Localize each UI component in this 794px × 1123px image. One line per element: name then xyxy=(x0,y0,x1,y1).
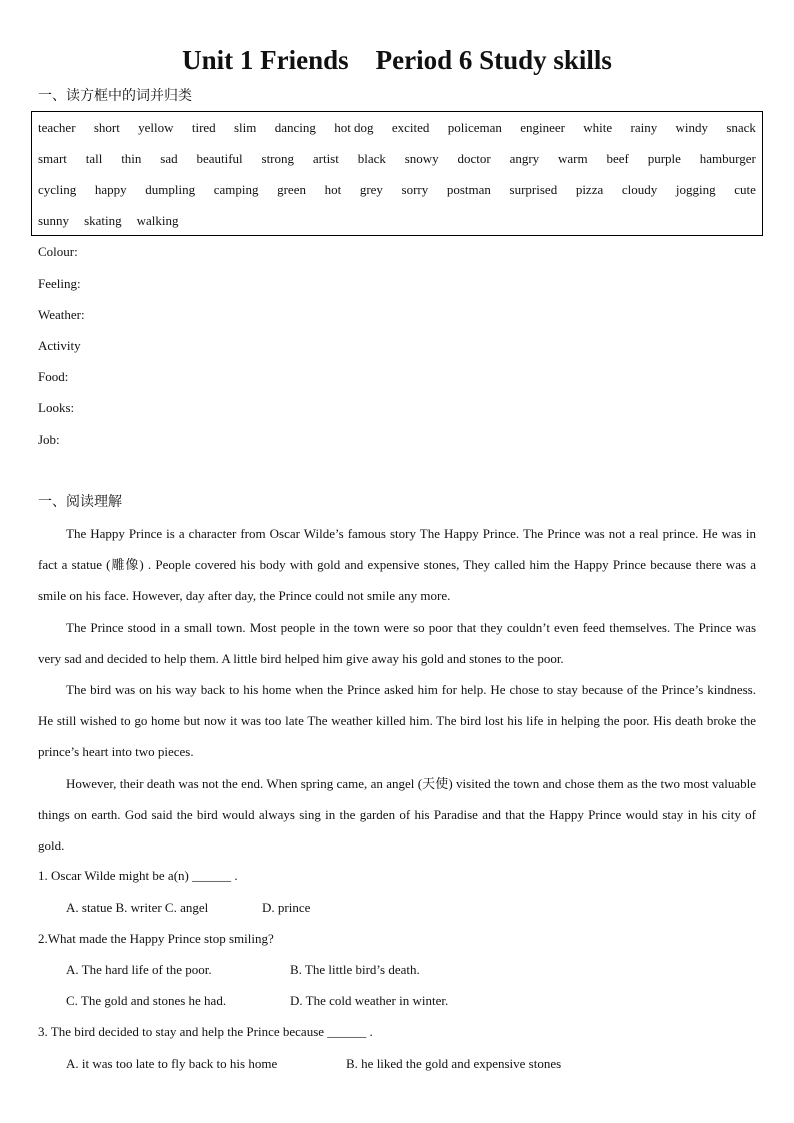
category-job: Job: xyxy=(38,432,60,447)
category-colour: Colour: xyxy=(38,244,78,259)
section-1-heading: 一、读方框中的词并归类 xyxy=(38,88,192,104)
question-3: 3. The bird decided to stay and help the Prince because ______ . xyxy=(38,1024,373,1039)
word-row-4 xyxy=(38,209,756,233)
reading-paragraph-3: The bird was on his way back to his home when the Prince asked him for help. He chose to stay because of the Prince’s kindness. He still wished to go home but now it was too late The weather killed him. The bird lost his life in helping the poor. His death broke the prince’s heart into two pieces. xyxy=(38,682,756,760)
word-item: tall xyxy=(85,151,103,166)
category-activity: Activity xyxy=(38,338,81,353)
word-item: camping xyxy=(213,182,259,197)
word-item: hot xyxy=(324,182,342,197)
question-3-option-a: A. it was too late to fly back to his home xyxy=(66,1056,278,1071)
question-2: 2.What made the Happy Prince stop smiling? xyxy=(38,931,274,946)
word-item: policeman xyxy=(447,120,502,135)
word-item: strong xyxy=(261,151,295,166)
reading-paragraph-2: The Prince stood in a small town. Most people in the town were so poor that they couldn’t even feed themselves. The Prince was very sad and decided to help them. A little bird helped him give away his gold and stones to the poor. xyxy=(38,620,756,667)
word-item: snowy xyxy=(404,151,439,166)
word-item: cycling xyxy=(38,182,77,197)
word-item: teacher xyxy=(38,120,76,135)
category-looks: Looks: xyxy=(38,400,75,415)
question-1-options-abc: A. statue B. writer C. angel xyxy=(66,900,209,915)
word-item: slim xyxy=(234,120,257,135)
word-row-1 xyxy=(38,116,756,140)
word-item: tired xyxy=(191,120,216,135)
question-2-option-d: D. The cold weather in winter. xyxy=(290,993,449,1008)
question-1: 1. Oscar Wilde might be a(n) ______ . xyxy=(38,868,238,883)
word-item: grey xyxy=(359,182,383,197)
word-item: sunny xyxy=(38,213,70,228)
word-item: short xyxy=(93,120,120,135)
question-2-option-a: A. The hard life of the poor. xyxy=(66,962,212,977)
word-item: artist xyxy=(312,151,339,166)
word-item: excited xyxy=(391,120,430,135)
word-box xyxy=(31,111,763,236)
word-item: cute xyxy=(734,182,756,197)
word-item: green xyxy=(277,182,306,197)
section-2-heading: 一、阅读理解 xyxy=(38,494,122,510)
page-title: Unit 1 Friends Period 6 Study skills xyxy=(182,45,612,75)
question-2-option-b: B. The little bird’s death. xyxy=(290,962,420,977)
word-item: smart xyxy=(38,151,67,166)
word-item: rainy xyxy=(630,120,658,135)
word-item: white xyxy=(583,120,613,135)
reading-paragraph-1: The Happy Prince is a character from Oscar Wilde’s famous story The Happy Prince. The Prince was not a real prince. He was in fact a statue (雕像) . People covered his body with gold and expensive stones, They called him the Happy Prince because there was a smile on his face. However, day after day, the Prince could not smile any more. xyxy=(38,526,756,604)
reading-paragraph-4: However, their death was not the end. When spring came, an angel (天使) visited the town and chose them as the two most valuable things on earth. God said the bird would always sing in the garden of his Paradise and that the Happy Prince would stay in his city of gold. xyxy=(38,776,756,854)
word-item: snack xyxy=(726,120,756,135)
word-item: engineer xyxy=(520,120,565,135)
word-item: skating xyxy=(84,213,122,228)
word-item: thin xyxy=(121,151,142,166)
word-item: dumpling xyxy=(145,182,196,197)
word-item: sad xyxy=(160,151,178,166)
word-item: yellow xyxy=(138,120,174,135)
word-item: hot dog xyxy=(334,120,374,135)
word-item: postman xyxy=(446,182,491,197)
word-item: pizza xyxy=(575,182,604,197)
word-row-3 xyxy=(38,178,756,202)
word-item: cloudy xyxy=(621,182,658,197)
question-2-option-c: C. The gold and stones he had. xyxy=(66,993,227,1008)
category-food: Food: xyxy=(38,369,69,384)
word-item: beef xyxy=(606,151,629,166)
question-1-option-d: D. prince xyxy=(262,900,311,915)
word-item: angry xyxy=(509,151,540,166)
word-row-2 xyxy=(38,147,756,171)
word-item: jogging xyxy=(675,182,716,197)
word-item: happy xyxy=(94,182,127,197)
question-3-option-b: B. he liked the gold and expensive stones xyxy=(346,1056,562,1071)
word-item: purple xyxy=(647,151,681,166)
word-item: doctor xyxy=(457,151,491,166)
word-item: beautiful xyxy=(196,151,243,166)
word-item: black xyxy=(357,151,386,166)
word-item: walking xyxy=(136,213,179,228)
word-item: dancing xyxy=(274,120,316,135)
word-item: warm xyxy=(558,151,588,166)
word-item: sorry xyxy=(401,182,429,197)
word-item: hamburger xyxy=(699,151,756,166)
category-feeling: Feeling: xyxy=(38,276,81,291)
word-item: surprised xyxy=(509,182,558,197)
category-weather: Weather: xyxy=(38,307,85,322)
word-item: windy xyxy=(675,120,709,135)
